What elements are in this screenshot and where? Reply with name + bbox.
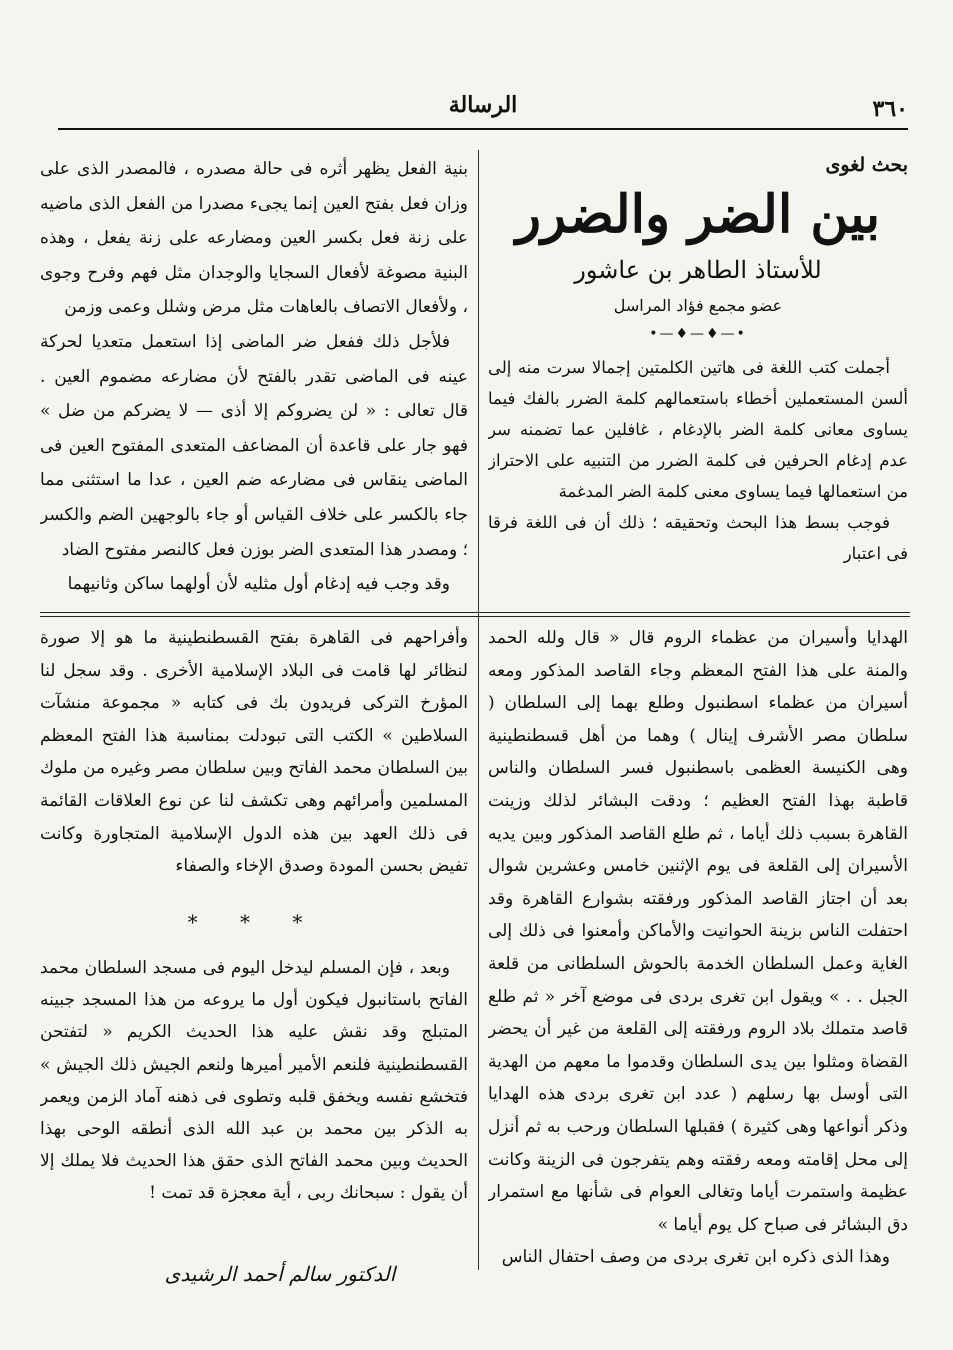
article-paragraph: فوجب بسط هذا البحث وتحقيقه ؛ ذلك أن فى اللغة فرقا فى اعتبار xyxy=(488,513,908,563)
history-paragraph: الهدايا وأسيران من عظماء الروم قال « قال ولله الحمد والمنة على هذا الفتح المعظم وجاء القاصد المذكور ومعه أسيران من عظماء اسطنبول وطلع بهما إلى السلطان ( سلطان مصر الأشرف إينال ) وهما من أهل قسطنطينية وهى الكنيسة العظمى باسطنبول فسر السلطان والناس قاطبة بهذا الفتح العظيم ؛ ودقت البشائر لذلك وزينت القاهرة بسبب ذلك أياما ، ثم طلع القاصد المذكور وبين يديه الأسيران إلى القلعة فى يوم الإثنين خامس وعشرين شوال بعد أن اجتاز القاصد المذكور ورفقته بشوارع القاهرة وقد احتفلت الناس بزينة الحوانيت والأماكن وأمعنوا فى ذلك إلى الغاية وعمل السلطان الخدمة بالحوش السلطانى من قلعة الجبل . . » ويقول ابن تغرى بردى فى موضع آخر « ثم طلع قاصد متملك بلاد الروم ورفقته إلى القلعة من غير أن يحضر القضاة ومثلوا بين يدى السلطان وقدموا ما معهم من الهدية التى أوسل بها رسلهم ( عدد ابن تغرى بردى هذه الهدايا وذكر أنواعها وهى كثيرة ) فقبلها السلطان ورحب به ثم أنزل إلى محل إقامته ومعه رفقته وهم يتفرجون فى الزينة وكانت عظيمة واستمرت أياما وتغالى العوام فى شأنها مع استمرار دق البشائر فى صباح كل يوم أياما » xyxy=(488,628,908,1235)
article-body xyxy=(488,352,908,569)
ornament-divider: •—♦—♦—• xyxy=(649,326,747,342)
article-paragraph: وقد وجب فيه إدغام أول مثليه لأن أولهما ساكن وثانيهما xyxy=(67,574,450,595)
page-number: ٣٦٠ xyxy=(872,96,908,122)
section-separator: * * * xyxy=(187,910,321,934)
section-divider xyxy=(40,612,910,613)
article-author: للأستاذ الطاهر بن عاشور xyxy=(574,256,822,284)
author-signature: الدكتور سالم أحمد الرشيدى xyxy=(164,1262,396,1286)
history-column-left xyxy=(40,622,468,892)
history-column-right xyxy=(488,622,908,1282)
article-paragraph: أجملت كتب اللغة فى هاتين الكلمتين إجمالا سرت منه إلى ألسن المستعملين أخطاء باستعمالهم كلمة الضرر بالفك فيما يساوى معانى كلمة الضر بالإدغام ، غافلين عما تضمنه سر عدم إدغام الحرفين فى كلمة الضرر من التنبيه على الاحتراز من استعمالها فيما يساوى معنى كلمة الضر المدغمة xyxy=(488,358,908,501)
closing-paragraph: وبعد ، فإن المسلم ليدخل اليوم فى مسجد السلطان محمد الفاتح باستانبول فيكون أول ما يروعه من هذا المسجد جبينه المتبلج وقد نقش عليه هذا الحديث الكريم « لتفتحن القسطنطينية فلنعم الأمير أميرها ولنعم الجيش ذلك الجيش » فتخشع نفسه ويخفق قلبه وتطوى فى ذهنه آماد الزمن ويعمر به الذكر بين محمد بن عبد الله الذى أنطقه الوحى بهذا الحديث وبين محمد الفاتح الذى حقق هذا الحديث فلا يملك إلا أن يقول : سبحانك ربى ، أية معجزة قد تمت ! xyxy=(40,958,468,1204)
article-paragraph: فلأجل ذلك ففعل ضر الماضى إذا استعمل متعديا لحركة عينه فى الماضى تقدر بالفتح لأن مضارعه مضموم العين . قال تعالى : « لن يضروكم إلا أذى — لا يضركم من ضل » فهو جار على قاعدة أن المضاعف المتعدى المفتوح العين فى الماضى ينقاس فى مضارعه ضم العين ، عدا ما استثنى مما جاء بالكسر على خلاف القياس أو جاء بالوجهين الضم والكسر ؛ ومصدر هذا المتعدى الضر بوزن فعل كالنصر مفتوح الضاد xyxy=(40,331,468,560)
column-divider xyxy=(478,150,479,1270)
article-column xyxy=(488,150,908,610)
history-paragraph: وهذا الذى ذكره ابن تغرى بردى من وصف احتفال الناس xyxy=(501,1247,890,1268)
journal-title: الرسالة xyxy=(448,92,518,118)
author-affiliation: عضو مجمع فؤاد المراسل xyxy=(613,296,783,315)
article-paragraph: بنية الفعل يظهر أثره فى حالة مصدره ، فالمصدر الذى على وزان فعل بفتح العين إنما يجىء مصدرا من الفعل الذى ماضيه على زنة فعل بكسر العين ومضارعه على زنة يفعل ، وهذه البنية مصوغة لأفعال السجايا والوجدان مثل فهم وفرح وجوى ، ولأفعال الاتصاف بالعاهات مثل مرض وشلل وعمى وزمن xyxy=(40,159,468,318)
section-divider xyxy=(40,616,910,617)
history-paragraph: وأفراحهم فى القاهرة بفتح القسطنطينية ما هو إلا صورة لنظائر لها قامت فى البلاد الإسلامية الأخرى . وقد سجل لنا المؤرخ التركى فريدون بك فى كتابه « مجموعة منشآت السلاطين » الكتب التى تبودلت بمناسبة هذا الفتح المعظم بين السلطان محمد الفاتح وبين سلطان مصر وغيره من ملوك المسلمين وأمرائهم وهى تكشف لنا عن نوع العلاقات القائمة فى ذلك العهد بين هذه الدول الإسلامية المتجاورة وكانت تفيض بحسن المودة وصدق الإخاء والصفاء xyxy=(40,628,468,877)
article-title: بين الضر والضرر xyxy=(515,184,881,245)
article-kicker: بحث لغوى xyxy=(825,154,908,176)
closing-column xyxy=(40,952,468,1242)
article-continuation-column xyxy=(40,152,468,612)
header-rule xyxy=(58,128,908,130)
page-header xyxy=(58,92,908,132)
